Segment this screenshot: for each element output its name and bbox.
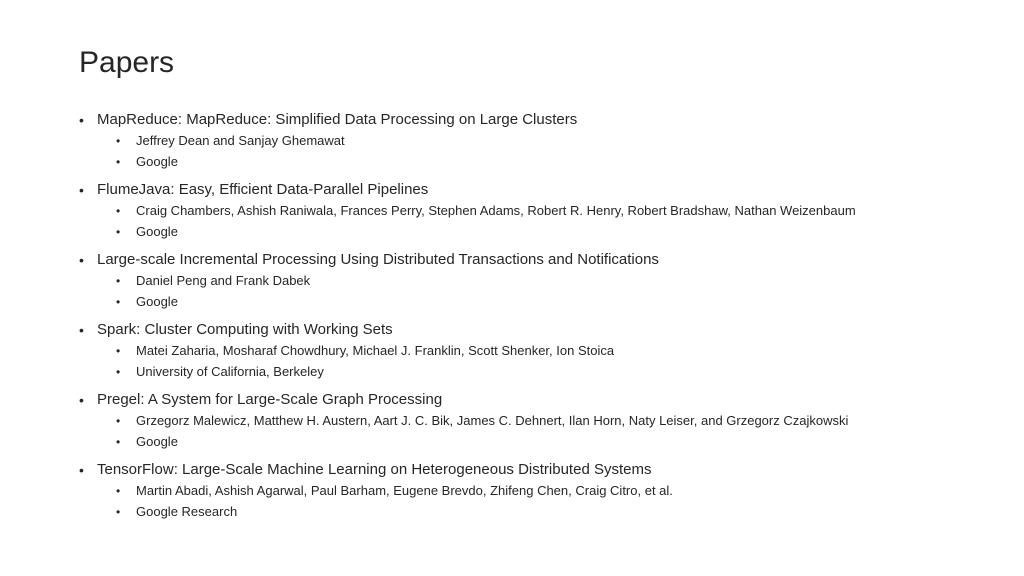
bullet-icon: • xyxy=(79,182,84,198)
sub-bullet-icon: • xyxy=(116,224,121,239)
authors-text: Grzegorz Malewicz, Matthew H. Austern, Aart J. C. Bik, James C. Dehnert, Ilan Horn, Naty Leiser, and Grzegorz Czajkowski xyxy=(136,413,849,428)
paper-affiliation xyxy=(97,222,979,243)
paper-authors xyxy=(97,131,979,152)
paper-affiliation xyxy=(97,292,979,313)
sub-bullet-icon: • xyxy=(116,344,121,358)
paper-details xyxy=(97,411,979,452)
sub-bullet-icon: • xyxy=(116,434,121,449)
paper-authors xyxy=(97,481,979,502)
bullet-icon: • xyxy=(79,392,84,408)
authors-text: Matei Zaharia, Mosharaf Chowdhury, Michael J. Franklin, Scott Shenker, Ion Stoica xyxy=(136,343,615,358)
bullet-icon: • xyxy=(79,462,84,478)
authors-text: Daniel Peng and Frank Dabek xyxy=(136,273,311,288)
affiliation-text: Google xyxy=(136,223,178,239)
paper-affiliation xyxy=(97,502,979,523)
paper-affiliation xyxy=(97,152,979,173)
paper-details xyxy=(97,341,979,382)
paper-details xyxy=(97,201,979,242)
paper-title: TensorFlow: Large-Scale Machine Learning on Heterogeneous Distributed Systems xyxy=(97,461,652,478)
paper-title: MapReduce: MapReduce: Simplified Data Processing on Large Clusters xyxy=(97,111,578,128)
bullet-icon: • xyxy=(79,252,84,268)
paper-item-pregel xyxy=(79,389,979,452)
authors-text: Jeffrey Dean and Sanjay Ghemawat xyxy=(136,133,345,148)
sub-bullet-icon: • xyxy=(116,504,121,519)
paper-affiliation xyxy=(97,432,979,453)
sub-bullet-icon: • xyxy=(116,484,121,498)
paper-title: Spark: Cluster Computing with Working Sets xyxy=(97,321,393,338)
affiliation-text: Google Research xyxy=(136,503,238,519)
affiliation-text: Google xyxy=(136,293,178,309)
paper-authors xyxy=(97,341,979,362)
paper-details xyxy=(97,481,979,522)
sub-bullet-icon: • xyxy=(116,294,121,309)
paper-affiliation xyxy=(97,362,979,383)
bullet-icon: • xyxy=(79,112,84,128)
authors-text: Martin Abadi, Ashish Agarwal, Paul Barham, Eugene Brevdo, Zhifeng Chen, Craig Citro, et al. xyxy=(136,483,673,498)
paper-authors xyxy=(97,271,979,292)
paper-item-tensorflow xyxy=(79,459,979,522)
paper-title: Pregel: A System for Large-Scale Graph Processing xyxy=(97,391,443,408)
authors-text: Craig Chambers, Ashish Raniwala, Frances Perry, Stephen Adams, Robert R. Henry, Robert Bradshaw, Nathan Weizenbaum xyxy=(136,203,856,218)
affiliation-text: University of California, Berkeley xyxy=(136,363,324,379)
sub-bullet-icon: • xyxy=(116,134,121,148)
paper-item-percolator xyxy=(79,249,979,312)
paper-title: Large-scale Incremental Processing Using Distributed Transactions and Notifications xyxy=(97,251,659,268)
sub-bullet-icon: • xyxy=(116,154,121,169)
paper-authors xyxy=(97,411,979,432)
paper-details xyxy=(97,271,979,312)
paper-item-spark xyxy=(79,319,979,382)
paper-authors xyxy=(97,201,979,222)
paper-item-mapreduce xyxy=(79,109,979,172)
affiliation-text: Google xyxy=(136,433,178,449)
paper-details xyxy=(97,131,979,172)
sub-bullet-icon: • xyxy=(116,204,121,218)
sub-bullet-icon: • xyxy=(116,414,121,428)
papers-list xyxy=(79,109,979,529)
paper-title: FlumeJava: Easy, Efficient Data-Parallel Pipelines xyxy=(97,181,429,198)
bullet-icon: • xyxy=(79,322,84,338)
sub-bullet-icon: • xyxy=(116,364,121,379)
paper-item-flumejava xyxy=(79,179,979,242)
slide-title: Papers xyxy=(79,46,175,79)
affiliation-text: Google xyxy=(136,153,178,169)
sub-bullet-icon: • xyxy=(116,274,121,288)
